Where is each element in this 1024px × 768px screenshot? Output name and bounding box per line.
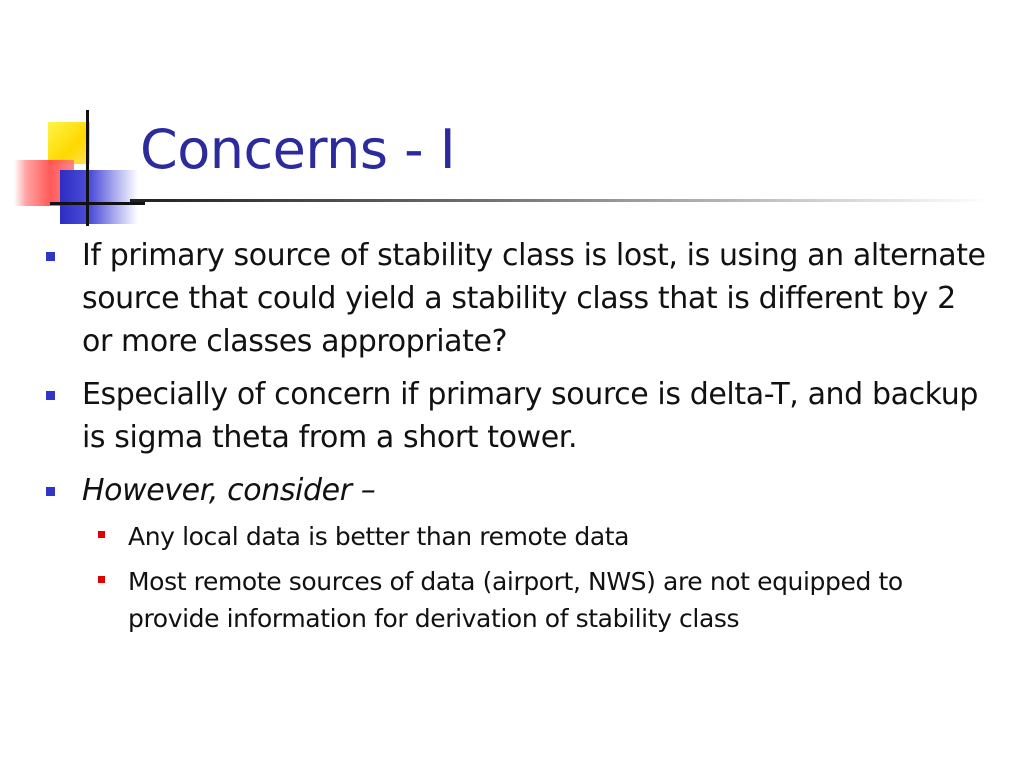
bullet-list xyxy=(44,234,994,637)
bullet-item xyxy=(44,469,994,512)
bullet-square-icon xyxy=(46,252,55,261)
sub-bullet-text: Any local data is better than remote data xyxy=(128,522,630,551)
bullet-item xyxy=(44,373,994,459)
bullet-item xyxy=(44,234,994,363)
logo-yellow-square xyxy=(48,122,90,164)
bullet-square-icon xyxy=(46,391,55,400)
bullet-text xyxy=(82,469,994,512)
bullet-square-icon xyxy=(46,487,55,496)
slide-title: Concerns - I xyxy=(140,118,456,181)
sub-bullet-text: Most remote sources of data (airport, NWS) are not equipped to provide information for derivation of stability class xyxy=(128,567,903,633)
bullet-text: Especially of concern if primary source is delta-T, and backup is sigma theta from a short tower. xyxy=(82,377,978,455)
logo-blue-square xyxy=(60,170,138,224)
sub-bullet-item xyxy=(98,563,988,637)
sub-bullet-square-icon xyxy=(98,531,105,538)
logo-vertical-line xyxy=(86,110,89,226)
bullet-italic-text: However, consider – xyxy=(82,473,376,508)
title-divider xyxy=(130,199,990,202)
sub-bullet-list xyxy=(98,518,988,637)
bullet-text: If primary source of stability class is lost, is using an alternate source that could yield a stability class that is different by 2 or more classes appropriate? xyxy=(82,238,986,359)
logo-horizontal-line xyxy=(50,202,145,205)
sub-bullet-square-icon xyxy=(98,576,105,583)
sub-bullet-item xyxy=(98,518,988,555)
